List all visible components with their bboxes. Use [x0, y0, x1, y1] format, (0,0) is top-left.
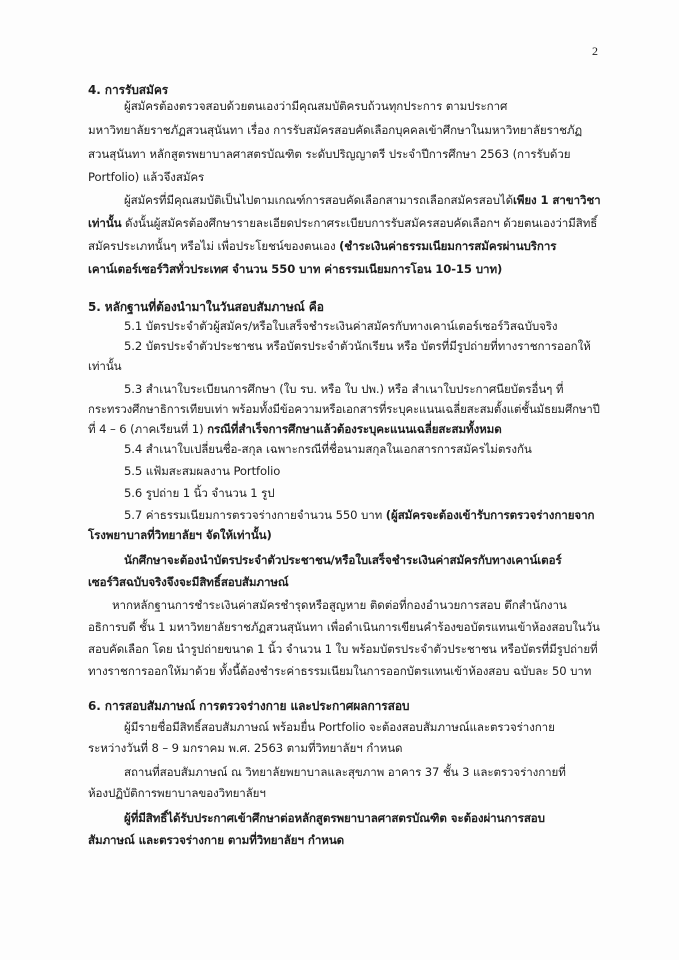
section6-p3-line1: ผู้ที่มีสิทธิ์ได้รับประกาศเข้าศึกษาต่อหลักสูตรพยาบาลศาสตรบัณฑิต จะต้องผ่านการสอบ — [124, 811, 545, 825]
section5-item-5-3-line2: กระทรวงศึกษาธิการเทียบเท่า พร้อมทั้งมีข้อความหรือเอกสารที่ระบุคะแนนเฉลี่ยสะสมตั้งแต่ชั้นมัธยมศึกษาปี — [88, 402, 600, 416]
section5-item-5-2-line1: 5.2 บัตรประจำตัวประชาชน หรือบัตรประจำตัวนักเรียน หรือ บัตรที่มีรูปถ่ายที่ทางราชการออกให้ — [124, 339, 591, 353]
section5-item-5-5: 5.5 แฟ้มสะสมผลงาน Portfolio — [124, 464, 281, 478]
section6-heading: 6. การสอบสัมภาษณ์ การตรวจร่างกาย และประกาศผลการสอบ — [88, 699, 410, 713]
section5-item-5-3-line3-normal: ที่ 4 – 6 (ภาคเรียนที่ 1) — [88, 422, 208, 436]
section4-p2-line4: เคาน์เตอร์เซอร์วิสทั่วประเทศ จำนวน 550 บาท ค่าธรรมเนียมการโอน 10-15 บาท) — [88, 262, 503, 276]
section6-p2-line1: สถานที่สอบสัมภาษณ์ ณ วิทยาลัยพยาบาลและสุขภาพ อาคาร 37 ชั้น 3 และตรวจร่างกายที่ — [124, 765, 566, 779]
section5-item-5-1: 5.1 บัตรประจำตัวผู้สมัคร/หรือใบเสร็จชำระเงินค่าสมัครกับทางเคาน์เตอร์เซอร์วิสฉบับจริง — [124, 319, 558, 333]
section4-p2-line3-bold: (ชำระเงินค่าธรรมเนียมการสมัครผ่านบริการ — [339, 239, 557, 253]
section5-heading: 5. หลักฐานที่ต้องนำมาในวันสอบสัมภาษณ์ คือ — [88, 300, 324, 314]
section5-item-5-6: 5.6 รูปถ่าย 1 นิ้ว จำนวน 1 รูป — [124, 486, 275, 500]
section4-p2-line2-bold: เท่านั้น — [88, 216, 122, 230]
section5-note-line1: นักศึกษาจะต้องนำบัตรประจำตัวประชาชน/หรือใบเสร็จชำระเงินค่าสมัครกับทางเคาน์เตอร์ — [124, 553, 562, 567]
section5-lost-line1: หากหลักฐานการชำระเงินค่าสมัครชำรุดหรือสูญหาย ติดต่อที่กองอำนวยการสอบ ตึกสำนักงาน — [112, 598, 567, 612]
section5-note-line2: เซอร์วิสฉบับจริงจึงจะมีสิทธิ์สอบสัมภาษณ์ — [88, 575, 289, 589]
section4-p2-line1-bold: เพียง 1 สาขาวิชา — [512, 193, 601, 207]
section4-p1-line2: มหาวิทยาลัยราชภัฏสวนสุนันทา เรื่อง การรับสมัครสอบคัดเลือกบุคคลเข้าศึกษาในมหาวิทยาลัยราชภัฏ — [88, 123, 583, 137]
section5-item-5-7-bold1: (ผู้สมัครจะต้องเข้ารับการตรวจร่างกายจาก — [385, 508, 595, 522]
section5-item-5-7-line1 — [124, 510, 594, 522]
section5-item-5-7-normal: 5.7 ค่าธรรมเนียมการตรวจร่างกายจำนวน 550 บาท — [124, 508, 386, 522]
section6-p1-line2: ระหว่างวันที่ 8 – 9 มกราคม พ.ศ. 2563 ตามที่วิทยาลัยฯ กำหนด — [88, 741, 403, 755]
section4-p1-line3: สวนสุนันทา หลักสูตรพยาบาลศาสตรบัณฑิต ระดับปริญญาตรี ประจำปีการศึกษา 2563 (การรับด้วย — [88, 147, 571, 161]
page-number: 2 — [592, 44, 598, 58]
section4-p2-line3-normal: สมัครประเภทนั้นๆ หรือไม่ เพื่อประโยชน์ของตนเอง — [88, 239, 340, 253]
section5-item-5-7-line2: โรงพยาบาลที่วิทยาลัยฯ จัดให้เท่านั้น) — [88, 528, 272, 542]
section6-p1-line1: ผู้มีรายชื่อมีสิทธิ์สอบสัมภาษณ์ พร้อมยื่น Portfolio จะต้องสอบสัมภาษณ์และตรวจร่างกาย — [124, 720, 555, 734]
section4-p2-line1-normal: ผู้สมัครที่มีคุณสมบัติเป็นไปตามเกณฑ์การสอบคัดเลือกสามารถเลือกสมัครสอบได้ — [124, 193, 513, 207]
section5-item-5-3-line3-bold: กรณีที่สำเร็จการศึกษาแล้วต้องระบุคะแนนเฉลี่ยสะสมทั้งหมด — [207, 422, 502, 436]
section4-p2-line2 — [88, 218, 597, 230]
section5-lost-line3: สอบคัดเลือก โดย นำรูปถ่ายขนาด 1 นิ้ว จำนวน 1 ใบ พร้อมบัตรประจำตัวประชาชน หรือบัตรที่มีรูปถ่ายที่ — [88, 642, 598, 656]
section5-item-5-3-line3 — [88, 424, 502, 436]
section5-item-5-2-line2: เท่านั้น — [88, 359, 122, 373]
section5-lost-line4: ทางราชการออกให้มาด้วย ทั้งนี้ต้องชำระค่าธรรมเนียมในการออกบัตรแทนเข้าห้องสอบ ฉบับละ 50 บาท — [88, 664, 592, 678]
section4-p2-line3 — [88, 241, 556, 253]
section4-p2-line1 — [124, 195, 601, 207]
section5-item-5-3-line1: 5.3 สำเนาใบระเบียนการศึกษา (ใบ รบ. หรือ ใบ ปพ.) หรือ สำเนาใบประกาศนียบัตรอื่นๆ ที่ — [124, 382, 564, 396]
section4-p1-line4: Portfolio) แล้วจึงสมัคร — [88, 170, 205, 184]
section5-item-5-4: 5.4 สำเนาใบเปลี่ยนชื่อ-สกุล เฉพาะกรณีที่ชื่อนามสกุลในเอกสารการสมัครไม่ตรงกัน — [124, 442, 532, 456]
section4-p1-line1: ผู้สมัครต้องตรวจสอบด้วยตนเองว่ามีคุณสมบัติครบถ้วนทุกประการ ตามประกาศ — [124, 99, 508, 113]
section6-p2-line2: ห้องปฏิบัติการพยาบาลของวิทยาลัยฯ — [88, 786, 266, 800]
section4-p2-line2-normal: ดังนั้นผู้สมัครต้องศึกษารายละเอียดประกาศระเบียบการรับสมัครสอบคัดเลือกฯ ด้วยตนเองว่ามีสิทธิ์ — [121, 216, 598, 230]
section4-heading: 4. การรับสมัคร — [88, 83, 169, 97]
section5-lost-line2: อธิการบดี ชั้น 1 มหาวิทยาลัยราชภัฏสวนสุนันทา เพื่อดำเนินการเขียนคำร้องขอบัตรแทนเข้าห้องสอบในวัน — [88, 620, 600, 634]
section6-p3-line2: สัมภาษณ์ และตรวจร่างกาย ตามที่วิทยาลัยฯ กำหนด — [88, 833, 345, 847]
